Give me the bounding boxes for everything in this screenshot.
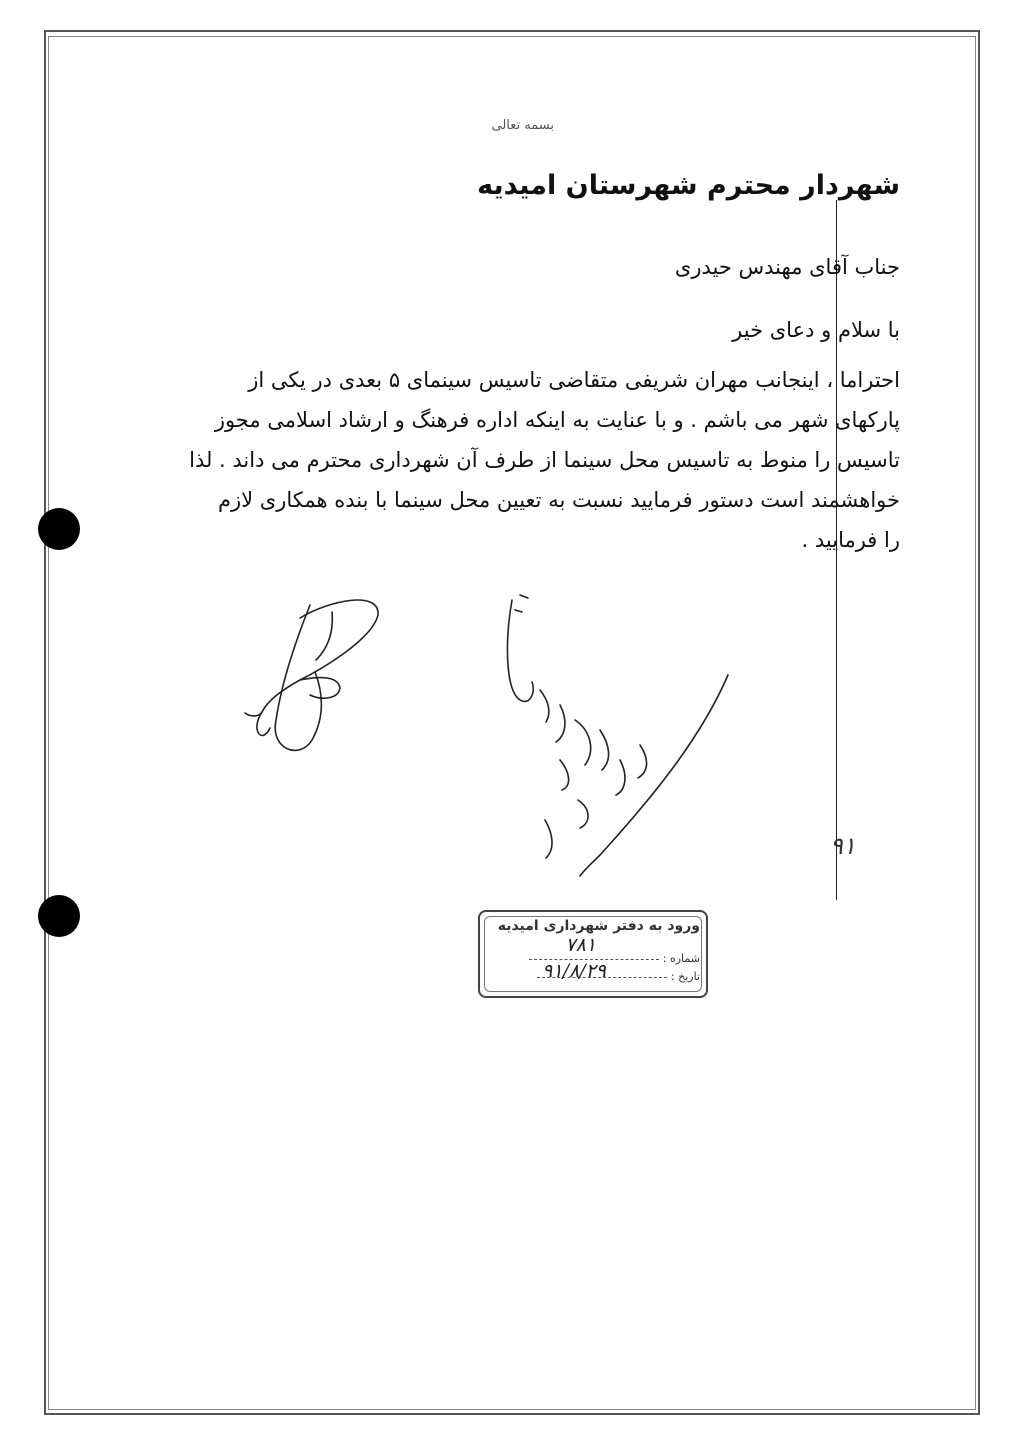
letter-recipient: جناب آقای مهندس حیدری [674,255,900,279]
margin-note: ۹۱ [830,832,856,860]
applicant-signature [245,600,378,750]
body-line: احتراما ، اینجانب مهران شریفی متقاضی تاسیس سینمای ۵ بعدی در یکی از [248,368,900,392]
body-line: پارکهای شهر می باشم . و با عنایت به اینکه اداره فرهنگ و ارشاد اسلامی مجوز [214,408,900,432]
body-line: خواهشمند است دستور فرمایید نسبت به تعیین محل سینما با بنده همکاری لازم [217,488,900,512]
stamp-title: ورود به دفتر شهرداری امیدیه [497,918,700,934]
stamp-date-label: تاریخ : [670,970,700,983]
stamp-number-label: شماره : [662,952,700,965]
stamp-number-value: ۷۸۱ [565,934,596,956]
stamp-date-value: ۹۱/۸/۲۹ [542,960,606,982]
registry-stamp [478,910,708,998]
invocation-text: بسمه تعالی [491,118,554,133]
letter-greeting: با سلام و دعای خیر [732,318,900,342]
body-line: را فرمایید . [801,528,900,552]
body-line: تاسیس را منوط به تاسیس محل سینما از طرف آن شهرداری محترم می داند . لذا [189,448,900,472]
official-annotation [507,595,728,876]
letter-addressee: شهردار محترم شهرستان امیدیه [477,170,900,201]
